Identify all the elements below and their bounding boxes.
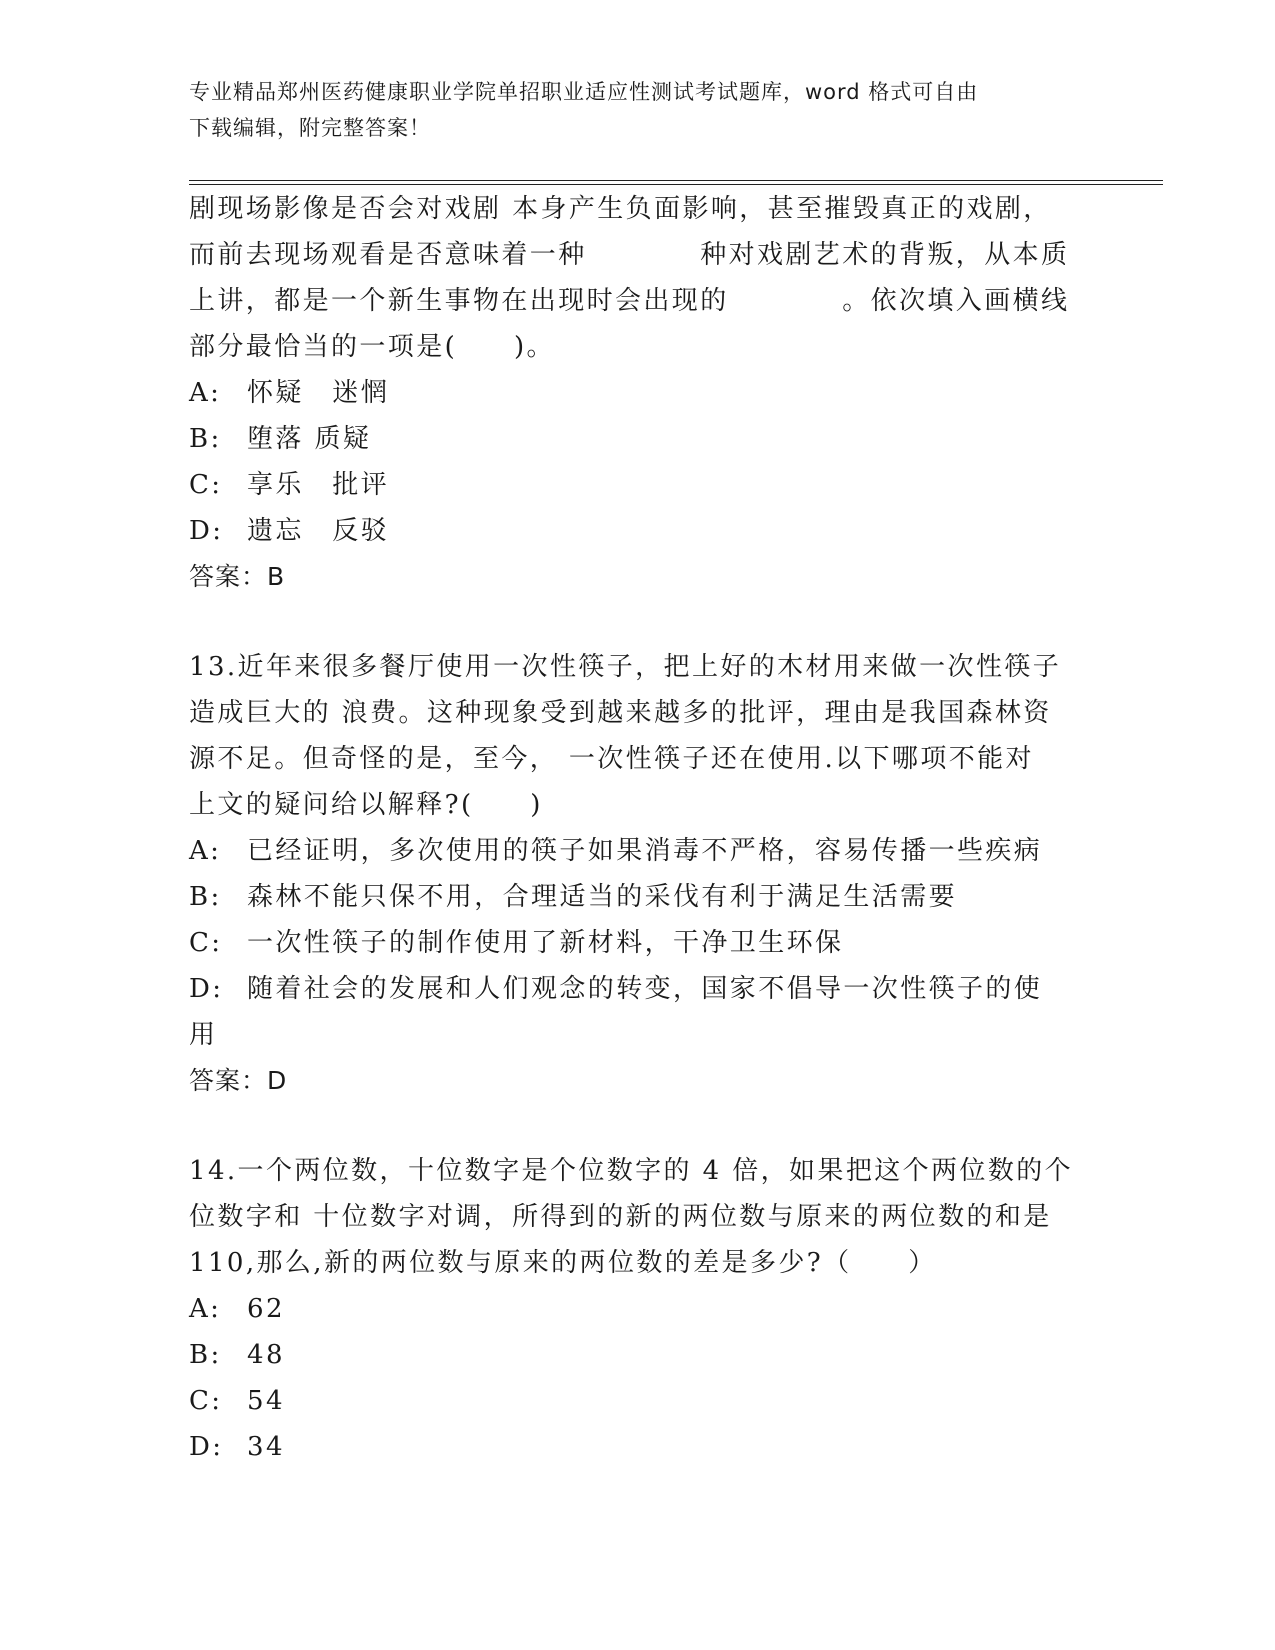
option-letter: C: xyxy=(189,928,223,958)
option-letter: B: xyxy=(189,882,222,912)
option-c xyxy=(189,1378,1089,1424)
option-d-wrap: 用 xyxy=(189,1020,218,1050)
option-text: 已经证明，多次使用的筷子如果消毒不严格，容易传播一些疾病 xyxy=(247,836,1043,866)
header-line-2: 下载编辑，附完整答案！ xyxy=(189,116,431,140)
option-b xyxy=(189,874,1089,920)
option-letter: D: xyxy=(189,974,224,1004)
option-c xyxy=(189,920,1089,966)
question-text-line: 剧现场影像是否会对戏剧 本身产生负面影响，甚至摧毁真正的戏剧， xyxy=(189,194,1052,224)
option-c xyxy=(189,462,1089,508)
option-text: 遗忘 反驳 xyxy=(247,516,390,546)
option-letter: D: xyxy=(189,516,224,546)
option-d xyxy=(189,966,1089,1012)
question-text-line: 源不足。但奇怪的是，至今， 一次性筷子还在使用.以下哪项不能对 xyxy=(189,744,1034,774)
question-text-line: 14.一个两位数，十位数字是个位数字的 4 倍，如果把这个两位数的个 xyxy=(189,1156,1074,1186)
option-a xyxy=(189,828,1089,874)
answer-label: 答案：D xyxy=(189,1066,288,1095)
option-text: 48 xyxy=(247,1340,285,1370)
document-body xyxy=(189,186,1089,1470)
option-letter: C: xyxy=(189,1386,223,1416)
question-12 xyxy=(189,186,1089,600)
option-d xyxy=(189,1424,1089,1470)
question-text-line: 造成巨大的 浪费。这种现象受到越来越多的批评，理由是我国森林资 xyxy=(189,698,1052,728)
question-text-line: 110,那么,新的两位数与原来的两位数的差是多少?（ ） xyxy=(189,1248,937,1278)
option-letter: A: xyxy=(189,836,222,866)
option-letter: A: xyxy=(189,378,222,408)
option-text: 54 xyxy=(247,1386,285,1416)
option-text: 一次性筷子的制作使用了新材料，干净卫生环保 xyxy=(247,928,844,958)
option-text: 随着社会的发展和人们观念的转变，国家不倡导一次性筷子的使 xyxy=(247,974,1043,1004)
option-text: 62 xyxy=(247,1294,285,1324)
option-text: 堕落 质疑 xyxy=(247,424,372,454)
question-13 xyxy=(189,644,1089,1104)
option-b xyxy=(189,416,1089,462)
document-header xyxy=(189,74,1089,146)
option-letter: A: xyxy=(189,1294,222,1324)
option-a xyxy=(189,1286,1089,1332)
option-d xyxy=(189,508,1089,554)
question-text-line: 而前去现场观看是否意味着一种 种对戏剧艺术的背叛，从本质 xyxy=(189,240,1070,270)
option-letter: B: xyxy=(189,424,222,454)
option-letter: B: xyxy=(189,1340,222,1370)
question-text-line: 位数字和 十位数字对调，所得到的新的两位数与原来的两位数的和是 xyxy=(189,1202,1052,1232)
header-line-1: 专业精品郑州医药健康职业学院单招职业适应性测试考试题库，word 格式可自由 xyxy=(189,80,979,104)
answer-label: 答案：B xyxy=(189,562,286,591)
option-letter: D: xyxy=(189,1432,224,1462)
question-text-line: 上讲，都是一个新生事物在出现时会出现的 。依次填入画横线 xyxy=(189,286,1070,316)
question-text-line: 上文的疑问给以解释?( ) xyxy=(189,790,543,820)
option-text: 森林不能只保不用，合理适当的采伐有利于满足生活需要 xyxy=(247,882,958,912)
option-b xyxy=(189,1332,1089,1378)
header-divider xyxy=(189,180,1163,185)
question-text-line: 部分最恰当的一项是( )。 xyxy=(189,332,555,362)
option-letter: C: xyxy=(189,470,223,500)
option-text: 享乐 批评 xyxy=(247,470,390,500)
option-a xyxy=(189,370,1089,416)
question-text-line: 13.近年来很多餐厅使用一次性筷子，把上好的木材用来做一次性筷子 xyxy=(189,652,1062,682)
option-text: 怀疑 迷惘 xyxy=(247,378,390,408)
question-14 xyxy=(189,1148,1089,1470)
option-text: 34 xyxy=(247,1432,285,1462)
